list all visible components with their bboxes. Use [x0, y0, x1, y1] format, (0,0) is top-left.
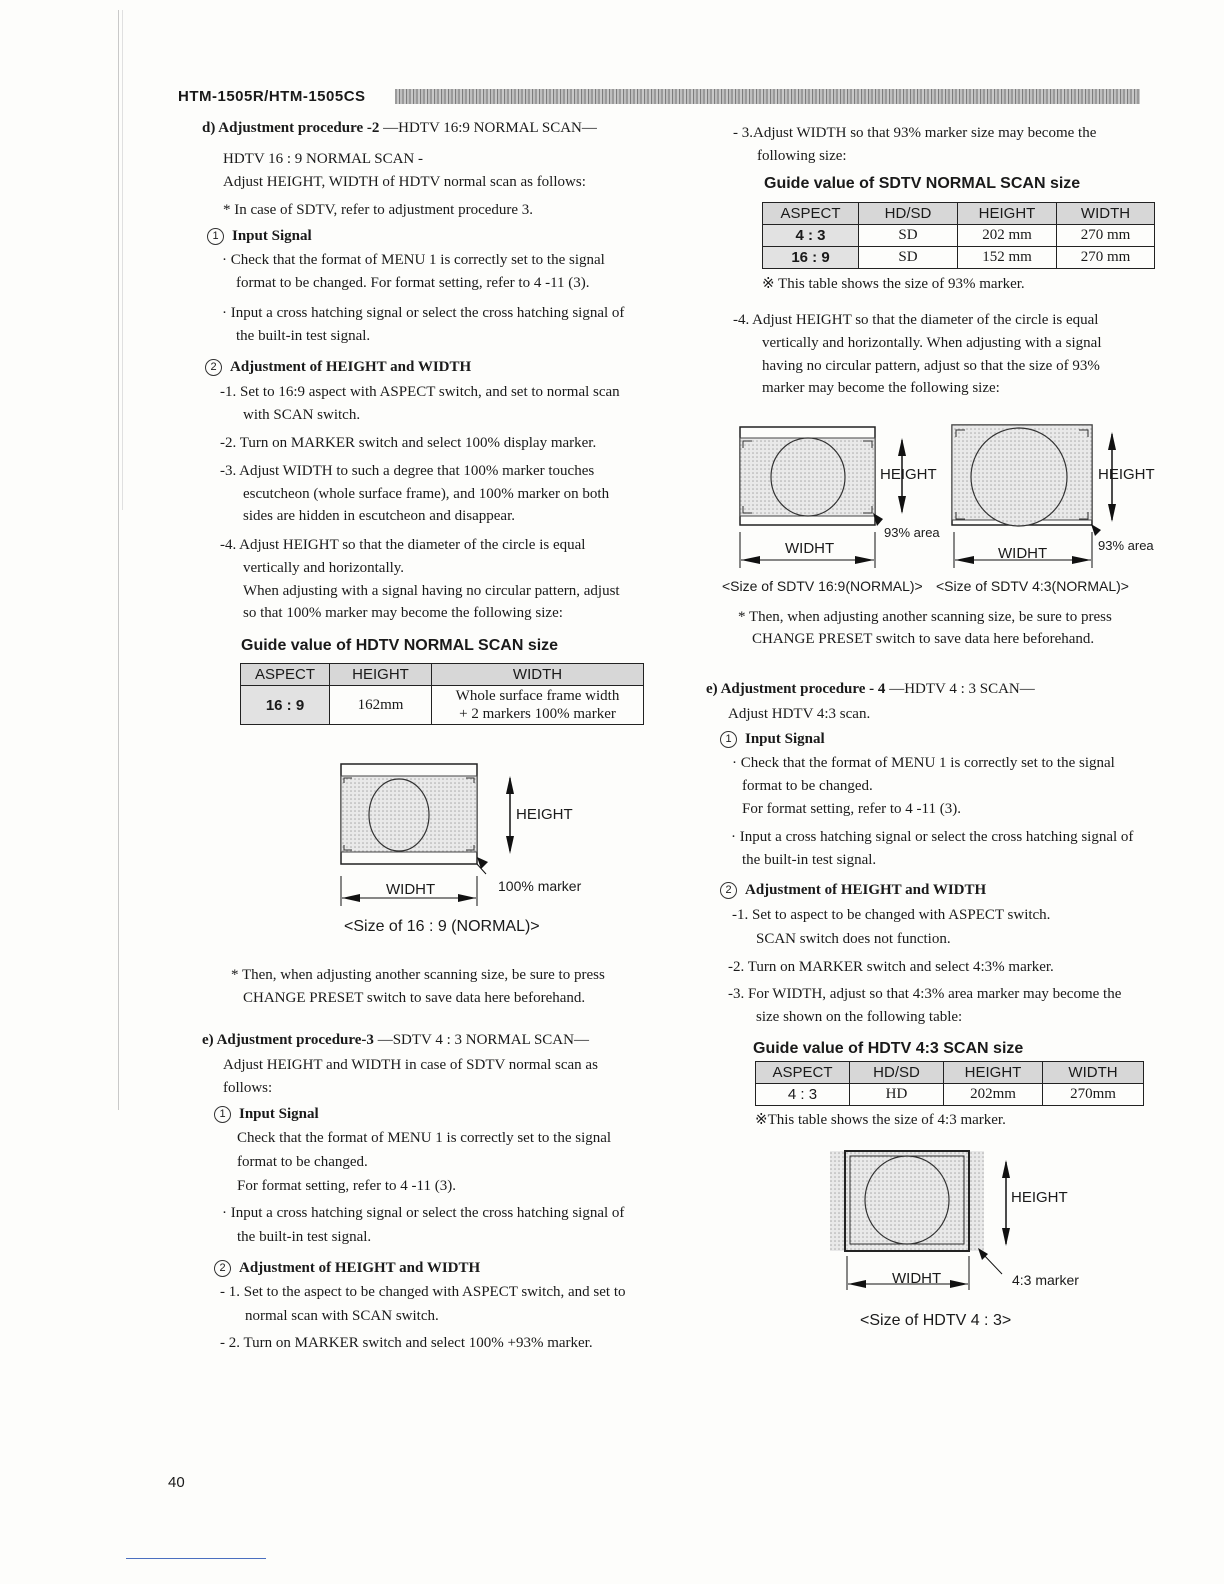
- paragraph: · Input a cross hatching signal or select the cross hatching signal of: [222, 1205, 625, 1221]
- step-text: size shown on the following table:: [756, 1009, 963, 1025]
- footer-rule: [126, 1558, 266, 1559]
- step-text: -4. Adjust HEIGHT so that the diameter of the circle is equal: [220, 537, 586, 553]
- paragraph: Check that the format of MENU 1 is correctly set to the signal: [237, 1130, 612, 1146]
- guide-title: Guide value of SDTV NORMAL SCAN size: [764, 175, 1081, 192]
- sdtv-normal-table: [762, 202, 1155, 269]
- step-text: marker may become the following size:: [762, 380, 1000, 396]
- table-header: WIDTH: [1057, 203, 1155, 225]
- table-cell: 202mm: [944, 1084, 1043, 1106]
- paragraph: · Input a cross hatching signal or select the cross hatching signal of: [731, 829, 1134, 845]
- table-note: ※This table shows the size of 4:3 marker.: [755, 1112, 1006, 1128]
- adjustment-heading: 2 Adjustment of HEIGHT and WIDTH: [720, 882, 986, 899]
- height-label: HEIGHT: [1011, 1189, 1068, 1206]
- table-header: HD/SD: [859, 203, 958, 225]
- height-label: HEIGHT: [516, 806, 573, 823]
- figure-caption: <Size of HDTV 4 : 3>: [860, 1312, 1012, 1329]
- adjustment-heading: 2 Adjustment of HEIGHT and WIDTH: [214, 1260, 480, 1277]
- step-text: so that 100% marker may become the following size:: [243, 605, 563, 621]
- table-cell: 16 : 9: [763, 247, 859, 269]
- step-text: SCAN switch does not function.: [756, 931, 951, 947]
- height-label: HEIGHT: [1098, 466, 1155, 483]
- step-text: -1. Set to 16:9 aspect with ASPECT switch, and set to normal scan: [220, 384, 620, 400]
- area-label: 93% area: [884, 525, 940, 540]
- figure-caption: <Size of 16 : 9 (NORMAL)>: [344, 918, 540, 935]
- area-label: 93% area: [1098, 538, 1154, 553]
- paragraph: the built-in test signal.: [237, 1229, 372, 1245]
- page-number: 40: [168, 1474, 185, 1491]
- table-row: [763, 225, 1155, 247]
- screen-diagram-sdtv-4-3: [946, 420, 1156, 580]
- table-cell: 270 mm: [1057, 225, 1155, 247]
- paragraph: follows:: [223, 1080, 273, 1096]
- table-cell: SD: [859, 225, 958, 247]
- guide-title: Guide value of HDTV 4:3 SCAN size: [753, 1040, 1024, 1057]
- table-header: ASPECT: [756, 1062, 850, 1084]
- table-header: HEIGHT: [958, 203, 1057, 225]
- input-signal-heading: 1 Input Signal: [720, 731, 825, 748]
- table-header: HEIGHT: [330, 664, 432, 686]
- table-header: HD/SD: [850, 1062, 944, 1084]
- header-rule: [395, 89, 1140, 104]
- step-text: -4. Adjust HEIGHT so that the diameter of the circle is equal: [733, 312, 1099, 328]
- step-text: -1. Set to aspect to be changed with ASPECT switch.: [732, 907, 1051, 923]
- table-row: [756, 1084, 1144, 1106]
- section-e-heading: e) Adjustment procedure-3 —SDTV 4 : 3 NORMAL SCAN—: [202, 1032, 589, 1048]
- table-cell: Whole surface frame width + 2 markers 100% marker: [432, 686, 644, 725]
- input-signal-heading: 1 Input Signal: [207, 228, 312, 245]
- step-text: - 2. Turn on MARKER switch and select 100% +93% marker.: [220, 1335, 593, 1351]
- paragraph: · Check that the format of MENU 1 is correctly set to the signal: [222, 252, 605, 268]
- step-text: -3. Adjust WIDTH to such a degree that 100% marker touches: [220, 463, 595, 479]
- guide-title: Guide value of HDTV NORMAL SCAN size: [241, 637, 559, 654]
- paragraph: the built-in test signal.: [236, 328, 371, 344]
- step-text: -2. Turn on MARKER switch and select 4:3% marker.: [728, 959, 1054, 975]
- table-cell: SD: [859, 247, 958, 269]
- table-cell: 202 mm: [958, 225, 1057, 247]
- note-text: CHANGE PRESET switch to save data here beforehand.: [752, 631, 1095, 647]
- paragraph: format to be changed.: [742, 778, 873, 794]
- width-label: WIDHT: [998, 545, 1048, 562]
- paragraph: format to be changed. For format setting, refer to 4 -11 (3).: [236, 275, 590, 291]
- width-label: WIDHT: [386, 881, 436, 898]
- paragraph: For format setting, refer to 4 -11 (3).: [742, 801, 961, 817]
- table-cell: 270 mm: [1057, 247, 1155, 269]
- input-signal-heading: 1 Input Signal: [214, 1106, 319, 1123]
- table-cell: 4 : 3: [763, 225, 859, 247]
- step-text: escutcheon (whole surface frame), and 100% marker on both: [243, 486, 610, 502]
- note-text: * Then, when adjusting another scanning size, be sure to press: [738, 609, 1112, 625]
- paragraph: For format setting, refer to 4 -11 (3).: [237, 1178, 456, 1194]
- paragraph: format to be changed.: [237, 1154, 368, 1170]
- table-row: [763, 247, 1155, 269]
- note-text: CHANGE PRESET switch to save data here beforehand.: [243, 990, 586, 1006]
- section-d-heading: d) Adjustment procedure -2 —HDTV 16:9 NORMAL SCAN—: [202, 120, 597, 136]
- section-d-line2: Adjust HEIGHT, WIDTH of HDTV normal scan as follows:: [223, 174, 586, 190]
- step-text: - 1. Set to the aspect to be changed with ASPECT switch, and set to: [220, 1284, 626, 1300]
- step-text: - 3.Adjust WIDTH so that 93% marker size may become the: [733, 125, 1097, 141]
- marker-label: 100% marker: [498, 878, 582, 894]
- paragraph: Adjust HDTV 4:3 scan.: [728, 706, 871, 722]
- step-text: having no circular pattern, adjust so that the size of 93%: [762, 358, 1100, 374]
- step-text: vertically and horizontally.: [243, 560, 405, 576]
- step-text: following size:: [757, 148, 847, 164]
- width-label: WIDHT: [892, 1270, 942, 1287]
- table-header: WIDTH: [1043, 1062, 1144, 1084]
- hdtv-normal-table: [240, 663, 644, 725]
- screen-diagram-sdtv-16-9: [732, 420, 947, 580]
- step-text: with SCAN switch.: [243, 407, 361, 423]
- table-cell: 4 : 3: [756, 1084, 850, 1106]
- height-label: HEIGHT: [880, 466, 937, 483]
- table-cell: 162mm: [330, 686, 432, 725]
- table-cell: HD: [850, 1084, 944, 1106]
- section-d-line3: * In case of SDTV, refer to adjustment procedure 3.: [223, 202, 534, 218]
- section-e4-heading: e) Adjustment procedure - 4 —HDTV 4 : 3 SCAN—: [706, 681, 1035, 697]
- adjustment-heading: 2 Adjustment of HEIGHT and WIDTH: [205, 359, 471, 376]
- hdtv-43-table: [755, 1061, 1144, 1106]
- step-text: normal scan with SCAN switch.: [245, 1308, 439, 1324]
- step-text: sides are hidden in escutcheon and disappear.: [243, 508, 515, 524]
- paragraph: the built-in test signal.: [742, 852, 877, 868]
- step-text: vertically and horizontally. When adjusting with a signal: [762, 335, 1102, 351]
- binding-margin-line: [118, 10, 119, 1110]
- table-header: HEIGHT: [944, 1062, 1043, 1084]
- paragraph: Adjust HEIGHT and WIDTH in case of SDTV normal scan as: [223, 1057, 598, 1073]
- step-text: -2. Turn on MARKER switch and select 100% display marker.: [220, 435, 597, 451]
- table-header: ASPECT: [241, 664, 330, 686]
- figure-caption: <Size of SDTV 16:9(NORMAL)>: [722, 578, 923, 594]
- table-cell: 152 mm: [958, 247, 1057, 269]
- step-text: -3. For WIDTH, adjust so that 4:3% area marker may become the: [728, 986, 1122, 1002]
- table-header: ASPECT: [763, 203, 859, 225]
- binding-margin-line: [122, 10, 123, 510]
- table-cell: 16 : 9: [241, 686, 330, 725]
- width-label: WIDHT: [785, 540, 835, 557]
- table-cell: 270mm: [1043, 1084, 1144, 1106]
- paragraph: · Check that the format of MENU 1 is correctly set to the signal: [732, 755, 1115, 771]
- marker-label: 4:3 marker: [1012, 1272, 1079, 1288]
- paragraph: · Input a cross hatching signal or select the cross hatching signal of: [222, 305, 625, 321]
- screen-diagram-16-9: [330, 758, 590, 918]
- table-header: WIDTH: [432, 664, 644, 686]
- model-header: HTM-1505R/HTM-1505CS: [178, 88, 366, 105]
- figure-caption: <Size of SDTV 4:3(NORMAL)>: [936, 578, 1129, 594]
- step-text: When adjusting with a signal having no circular pattern, adjust: [243, 583, 620, 599]
- section-d-line1: HDTV 16 : 9 NORMAL SCAN -: [223, 151, 424, 167]
- table-note: ※ This table shows the size of 93% marker.: [762, 276, 1025, 292]
- note-text: * Then, when adjusting another scanning size, be sure to press: [231, 967, 605, 983]
